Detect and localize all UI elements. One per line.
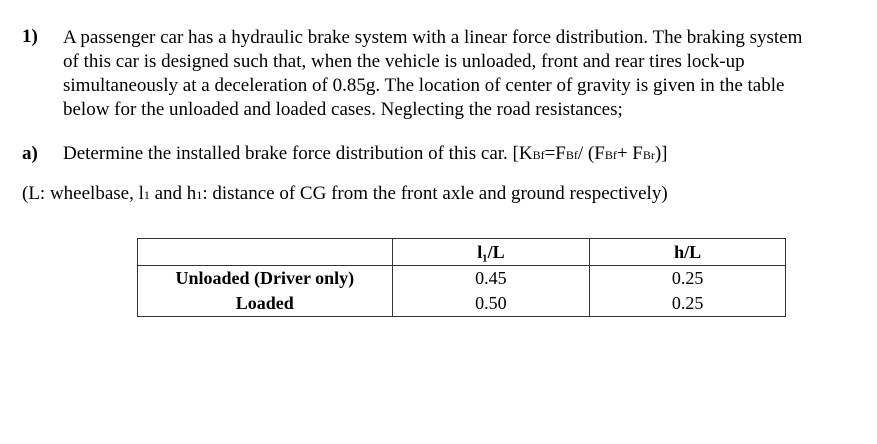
- part-a-text: + F: [616, 143, 643, 164]
- part-a-label: a): [22, 143, 38, 164]
- row-label-unloaded: Unloaded (Driver only): [175, 268, 355, 288]
- legend-note: [22, 183, 668, 205]
- question-line: below for the unloaded and loaded cases. Neglecting the road resistances;: [63, 99, 623, 120]
- subscript: 1: [143, 188, 150, 202]
- row-label-loaded: Loaded: [235, 293, 294, 313]
- part-a-text: Determine the installed brake force distribution of this car. [K: [63, 143, 533, 164]
- legend-text: and h: [149, 183, 197, 204]
- table-row-labels: [138, 266, 393, 317]
- cell-value: 0.45: [475, 268, 507, 288]
- question-line: of this car is designed such that, when the vehicle is unloaded, front and rear tires lock-up: [63, 51, 745, 72]
- subscript: Bf: [604, 148, 617, 162]
- part-a-text: / (F: [577, 143, 605, 164]
- cg-table: [137, 238, 786, 317]
- table-col-l-over-L: [392, 266, 590, 317]
- cell-value: 0.25: [671, 293, 704, 313]
- table-row: [138, 239, 786, 266]
- subscript: Bf: [532, 148, 545, 162]
- question-number: 1): [22, 26, 38, 47]
- table-header-empty: [138, 239, 393, 266]
- question-line: A passenger car has a hydraulic brake system with a linear force distribution. The braking system: [63, 27, 803, 48]
- question-line: simultaneously at a deceleration of 0.85g. The location of center of gravity is given in the table: [63, 75, 785, 96]
- part-a-text: )]: [654, 143, 668, 164]
- part-a: [22, 143, 668, 165]
- subscript: Br: [642, 148, 655, 162]
- table-header-h-over-L: h/L: [590, 239, 786, 266]
- cell-value: 0.25: [671, 268, 704, 288]
- subscript: 1: [196, 188, 203, 202]
- cell-value: 0.50: [475, 293, 507, 313]
- legend-text: (L: wheelbase, l: [22, 183, 144, 204]
- question-text: [63, 26, 843, 122]
- table-row: [138, 266, 786, 317]
- part-a-text: =F: [544, 143, 566, 164]
- subscript: Bf: [565, 148, 578, 162]
- legend-text: : distance of CG from the front axle and ground respectively): [202, 183, 668, 204]
- table-col-h-over-L: [590, 266, 786, 317]
- table-header-l-over-L: l₁/L: [392, 239, 590, 266]
